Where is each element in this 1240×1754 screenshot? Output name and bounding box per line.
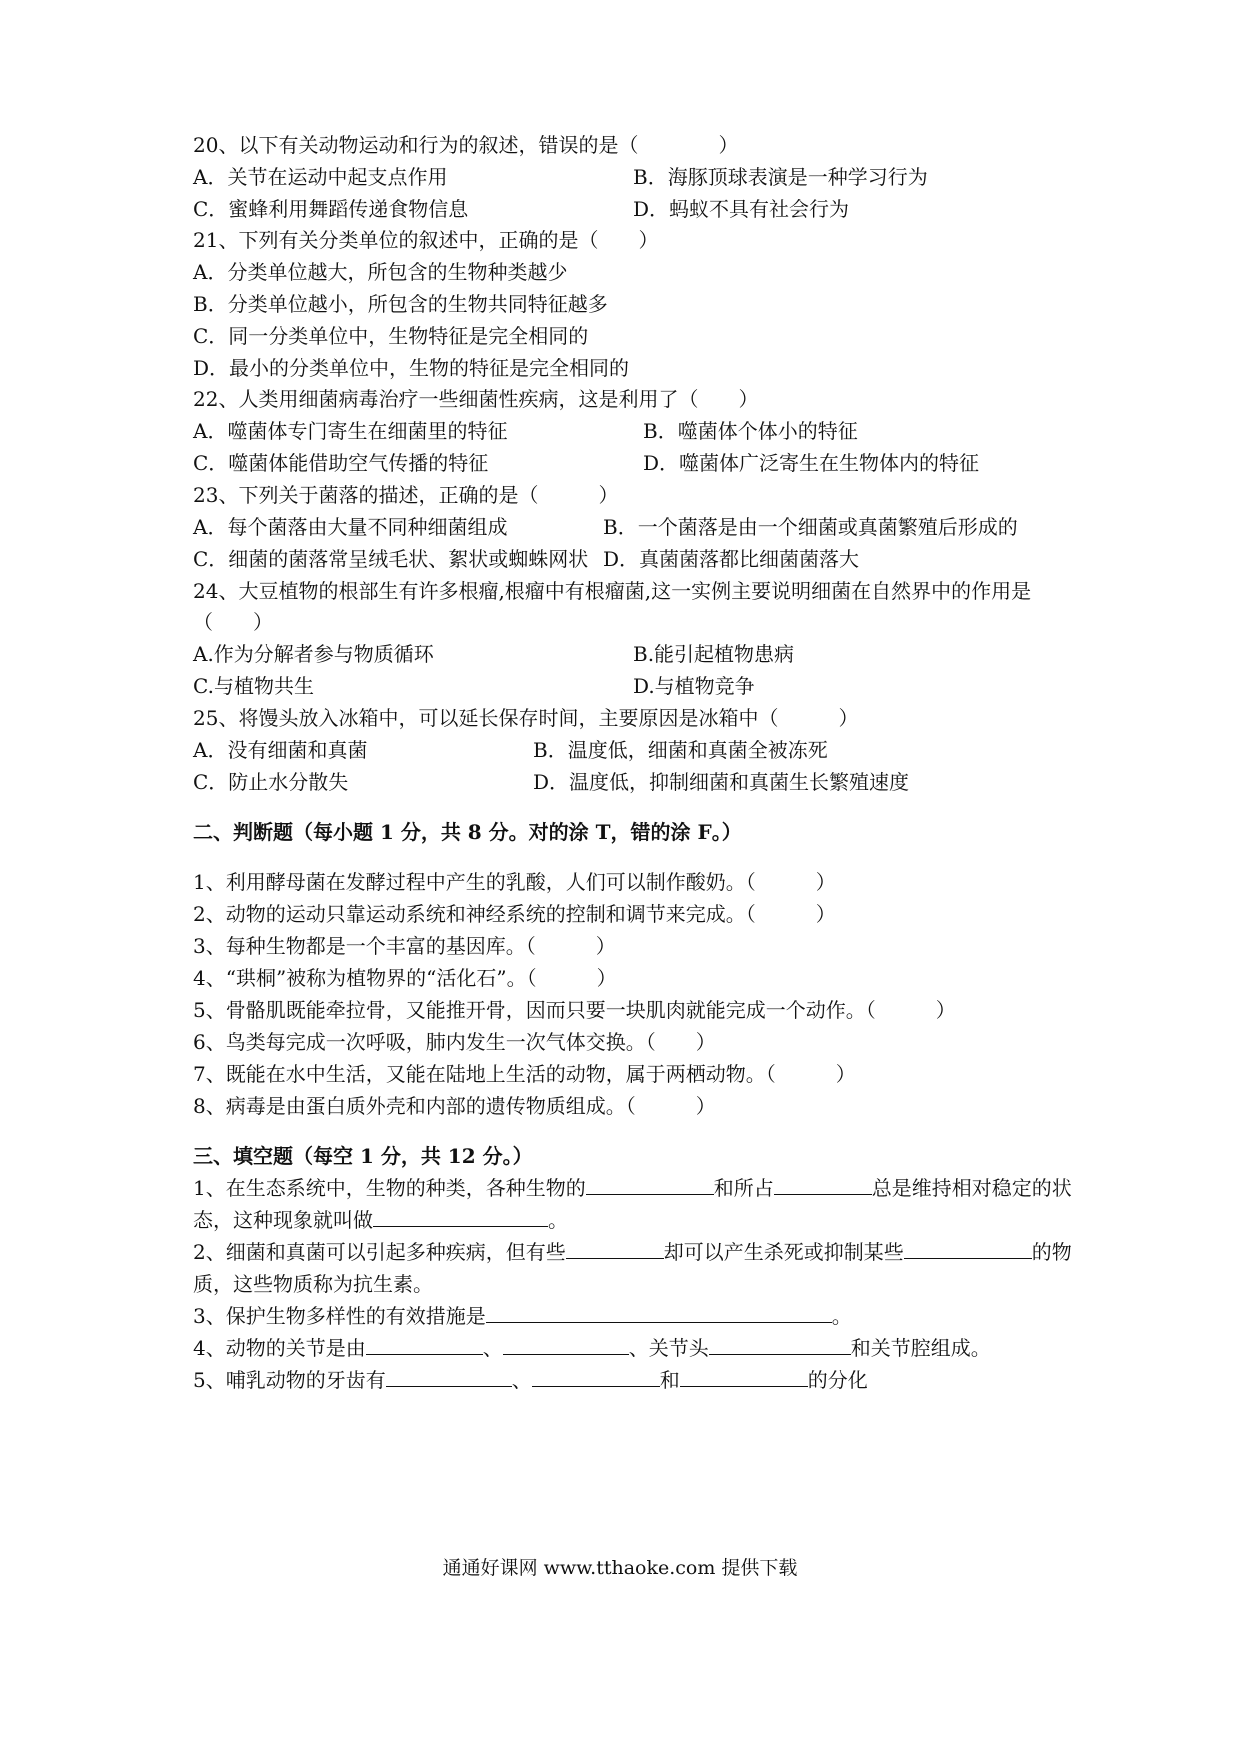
question-24-stem: 24、大豆植物的根部生有许多根瘤,根瘤中有根瘤菌,这一实例主要说明细菌在自然界中的作用是 [193,579,1032,603]
option-d: D．温度低，抑制细菌和真菌生长繁殖速度 [533,770,910,794]
fill-text: 态，这种现象就叫做 [193,1208,373,1232]
question-20-options-row-1 [193,160,1133,194]
section-title-judge: 二、判断题（每小题 1 分，共 8 分。对的涂 T，错的涂 F。） [193,820,742,844]
fill-question-5 [193,1363,1133,1397]
page-footer: 通通好课网 www.tthaoke.com 提供下载 [442,1557,798,1579]
question-22-options-row-2 [193,446,1133,480]
answer-blank[interactable] [373,1204,548,1227]
answer-blank[interactable] [566,1236,664,1259]
question-20-stem: 20、以下有关动物运动和行为的叙述，错误的是（ ） [193,133,739,157]
answer-blank[interactable] [386,1364,512,1387]
fill-text: 。 [548,1208,568,1232]
answer-blank[interactable] [486,1300,832,1323]
fill-text: 2、细菌和真菌可以引起多种疾病，但有些 [193,1240,566,1264]
option-a: A．没有细菌和真菌 [193,738,368,762]
option-a: A．噬菌体专门寄生在细菌里的特征 [193,419,508,443]
fill-question-1-line-1 [193,1171,1133,1205]
fill-text: 的分化 [807,1368,868,1392]
answer-blank[interactable] [586,1172,714,1195]
option-a: A.作为分解者参与物质循环 [193,642,434,666]
option-d: D．蚂蚁不具有社会行为 [633,197,850,221]
fill-text: 总是维持相对稳定的状 [871,1176,1072,1200]
fill-text: 3、保护生物多样性的有效措施是 [193,1304,486,1328]
question-22-options-row-1 [193,414,1133,448]
option-c: C．防止水分散失 [193,770,349,794]
option-b: B.能引起植物患病 [633,642,795,666]
option-a: A．分类单位越大，所包含的生物种类越少 [193,260,568,284]
option-c: C.与植物共生 [193,674,314,698]
fill-text: 和 [659,1368,680,1392]
answer-blank[interactable] [503,1332,629,1355]
option-d: D．最小的分类单位中，生物的特征是完全相同的 [193,356,630,380]
fill-text: 和关节腔组成。 [850,1336,991,1360]
question-25-options-row-1 [193,733,1133,767]
answer-blank[interactable] [774,1172,872,1195]
answer-blank[interactable] [904,1236,1032,1259]
fill-text: 、关节头 [628,1336,709,1360]
question-25-stem: 25、将馒头放入冰箱中，可以延长保存时间，主要原因是冰箱中（ ） [193,706,859,730]
answer-blank[interactable] [366,1332,483,1355]
option-c: C．同一分类单位中，生物特征是完全相同的 [193,324,589,348]
fill-text: 、 [511,1368,532,1392]
judge-item-3: 3、每种生物都是一个丰富的基因库。（ ） [193,934,616,958]
option-b: B．分类单位越小，所包含的生物共同特征越多 [193,292,608,316]
fill-question-1-line-2 [193,1203,1133,1237]
option-c: C．细菌的菌落常呈绒毛状、絮状或蜘蛛网状 [193,547,589,571]
fill-question-4 [193,1331,1133,1365]
option-c: C．噬菌体能借助空气传播的特征 [193,451,489,475]
fill-text: 、 [482,1336,503,1360]
option-b: B．一个菌落是由一个细菌或真菌繁殖后形成的 [603,515,1018,539]
option-a: A．关节在运动中起支点作用 [193,165,448,189]
section-title-fill: 三、填空题（每空 1 分，共 12 分。） [193,1144,533,1168]
question-23-options-row-1 [193,510,1133,544]
question-23-stem: 23、下列关于菌落的描述，正确的是（ ） [193,483,619,507]
option-b: B．温度低，细菌和真菌全被冻死 [533,738,828,762]
fill-question-2-line-2: 质，这些物质称为抗生素。 [193,1272,433,1296]
question-24-options-row-2 [193,669,1133,703]
judge-item-1: 1、利用酵母菌在发酵过程中产生的乳酸，人们可以制作酸奶。（ ） [193,870,836,894]
question-22-stem: 22、人类用细菌病毒治疗一些细菌性疾病，这是利用了（ ） [193,387,759,411]
option-d: D．噬菌体广泛寄生在生物体内的特征 [643,451,980,475]
question-24-stem-continued: （ ） [193,610,273,634]
answer-blank[interactable] [532,1364,660,1387]
judge-item-7: 7、既能在水中生活，又能在陆地上生活的动物，属于两栖动物。（ ） [193,1062,856,1086]
answer-blank[interactable] [680,1364,808,1387]
question-21-stem: 21、下列有关分类单位的叙述中，正确的是（ ） [193,228,659,252]
fill-text: 和所占 [713,1176,774,1200]
judge-item-6: 6、鸟类每完成一次呼吸，肺内发生一次气体交换。（ ） [193,1030,716,1054]
fill-text: 5、哺乳动物的牙齿有 [193,1368,386,1392]
option-b: B．海豚顶球表演是一种学习行为 [633,165,928,189]
option-b: B．噬菌体个体小的特征 [643,419,858,443]
question-23-options-row-2 [193,542,1133,576]
fill-text: 的物 [1031,1240,1072,1264]
option-c: C．蜜蜂利用舞蹈传递食物信息 [193,197,469,221]
judge-item-4: 4、“珙桐”被称为植物界的“活化石”。（ ） [193,966,617,990]
option-d: D．真菌菌落都比细菌菌落大 [603,547,860,571]
fill-text: 4、动物的关节是由 [193,1336,366,1360]
option-a: A．每个菌落由大量不同种细菌组成 [193,515,508,539]
fill-text: 1、在生态系统中，生物的种类，各种生物的 [193,1176,586,1200]
fill-question-3 [193,1299,1133,1333]
judge-item-2: 2、动物的运动只靠运动系统和神经系统的控制和调节来完成。（ ） [193,902,836,926]
fill-question-2-line-1 [193,1235,1133,1269]
question-25-options-row-2 [193,765,1133,799]
fill-text: 却可以产生杀死或抑制某些 [663,1240,904,1264]
judge-item-8: 8、病毒是由蛋白质外壳和内部的遗传物质组成。（ ） [193,1094,716,1118]
question-20-options-row-2 [193,192,1133,226]
question-24-options-row-1 [193,637,1133,671]
fill-text: 。 [831,1304,852,1328]
judge-item-5: 5、骨骼肌既能牵拉骨，又能推开骨，因而只要一块肌肉就能完成一个动作。（ ） [193,998,956,1022]
option-d: D.与植物竞争 [633,674,755,698]
answer-blank[interactable] [709,1332,851,1355]
